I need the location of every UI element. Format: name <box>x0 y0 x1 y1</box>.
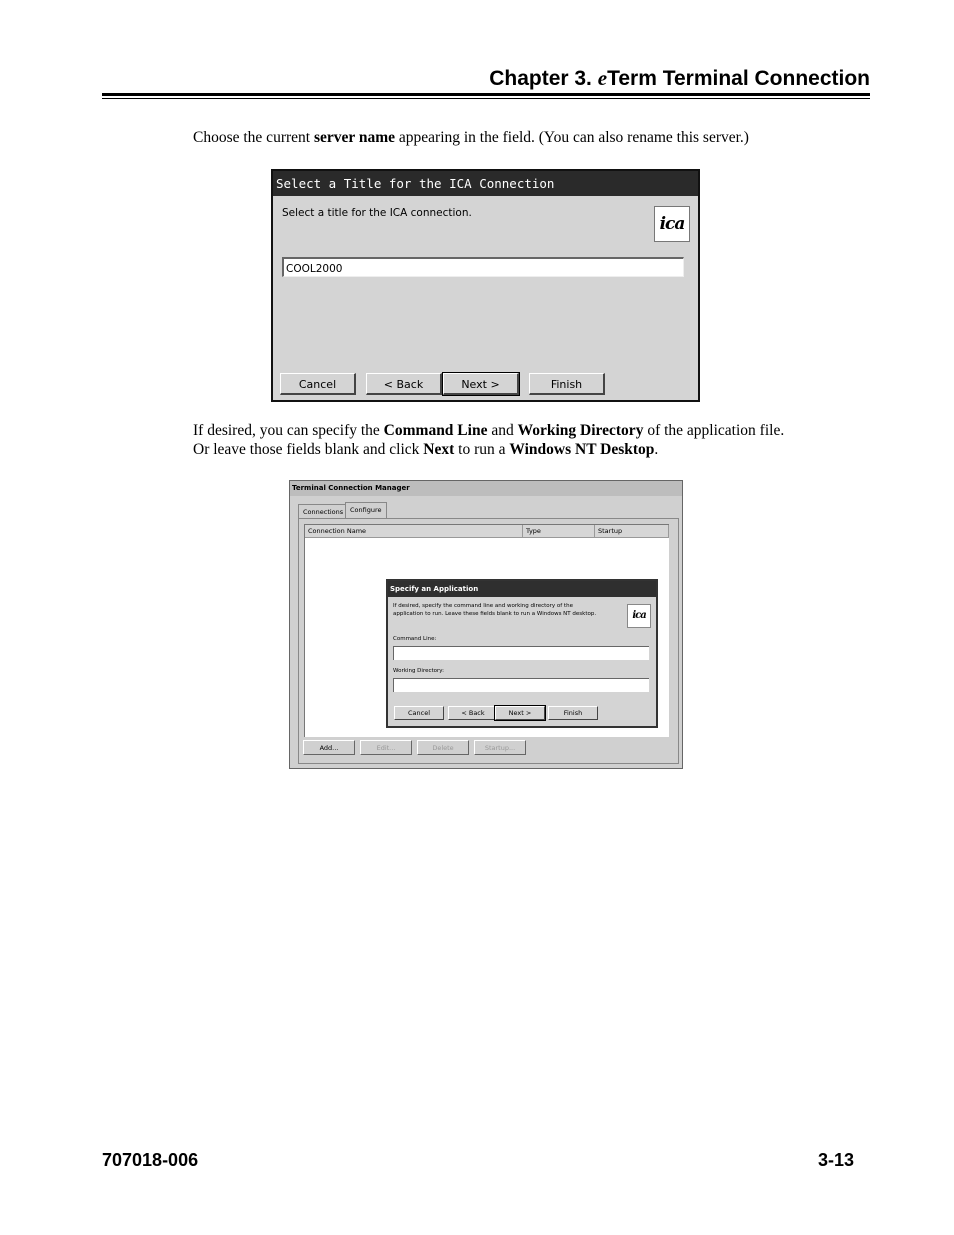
tab-connections[interactable]: Connections <box>298 504 348 518</box>
header-rule-thin <box>102 98 870 99</box>
command-line-input[interactable] <box>393 646 649 660</box>
chapter-e: e <box>597 66 608 90</box>
document-number: 707018-006 <box>102 1150 199 1170</box>
dialog-prompt: Select a title for the ICA connection. <box>282 207 472 219</box>
specify-application-dialog <box>386 579 658 728</box>
delete-button[interactable]: Delete <box>417 740 469 755</box>
next-button[interactable]: Next > <box>443 373 519 395</box>
column-type[interactable]: Type <box>523 525 595 538</box>
select-title-dialog <box>271 169 700 402</box>
inner-cancel-button[interactable]: Cancel <box>394 706 444 720</box>
column-connection-name[interactable]: Connection Name <box>305 525 523 538</box>
chapter-prefix: Chapter 3. <box>489 67 592 90</box>
working-directory-label: Working Directory: <box>393 668 444 674</box>
ica-logo-icon: ica <box>654 206 690 242</box>
inner-next-button[interactable]: Next > <box>495 706 545 720</box>
terminal-connection-manager-window <box>289 480 683 769</box>
working-directory-input[interactable] <box>393 678 649 692</box>
ica-logo-icon: ica <box>627 604 651 628</box>
chapter-title: Term Terminal Connection <box>607 67 870 90</box>
page-number: 3-13 <box>818 1150 855 1170</box>
startup-button[interactable]: Startup... <box>474 740 526 755</box>
chapter-header <box>102 66 870 91</box>
finish-button[interactable]: Finish <box>529 373 605 395</box>
command-line-label: Command Line: <box>393 636 437 642</box>
inner-dialog-description: If desired, specify the command line and working directory of the application to run. Leave these fields blank to run a Windows NT desktop. <box>393 603 597 617</box>
dialog-title: Select a Title for the ICA Connection <box>273 171 698 196</box>
tab-configure[interactable]: Configure <box>345 502 387 518</box>
window-title: Terminal Connection Manager <box>290 481 682 496</box>
inner-back-button[interactable]: < Back <box>448 706 498 720</box>
instruction-paragraph-2: If desired, you can specify the Command Line and Working Directory of the application file. Or leave those fields blank and click Next to run a Windows NT Desktop. <box>193 422 785 458</box>
header-rule-thick <box>102 93 870 96</box>
inner-dialog-title: Specify an Application <box>388 581 656 597</box>
inner-finish-button[interactable]: Finish <box>548 706 598 720</box>
back-button[interactable]: < Back <box>366 373 442 395</box>
connection-title-input[interactable]: COOL2000 <box>282 257 684 277</box>
add-button[interactable]: Add... <box>303 740 355 755</box>
column-startup[interactable]: Startup <box>595 525 669 538</box>
edit-button[interactable]: Edit... <box>360 740 412 755</box>
instruction-paragraph-1: Choose the current server name appearing in the field. (You can also rename this server.) <box>193 129 749 146</box>
cancel-button[interactable]: Cancel <box>280 373 356 395</box>
